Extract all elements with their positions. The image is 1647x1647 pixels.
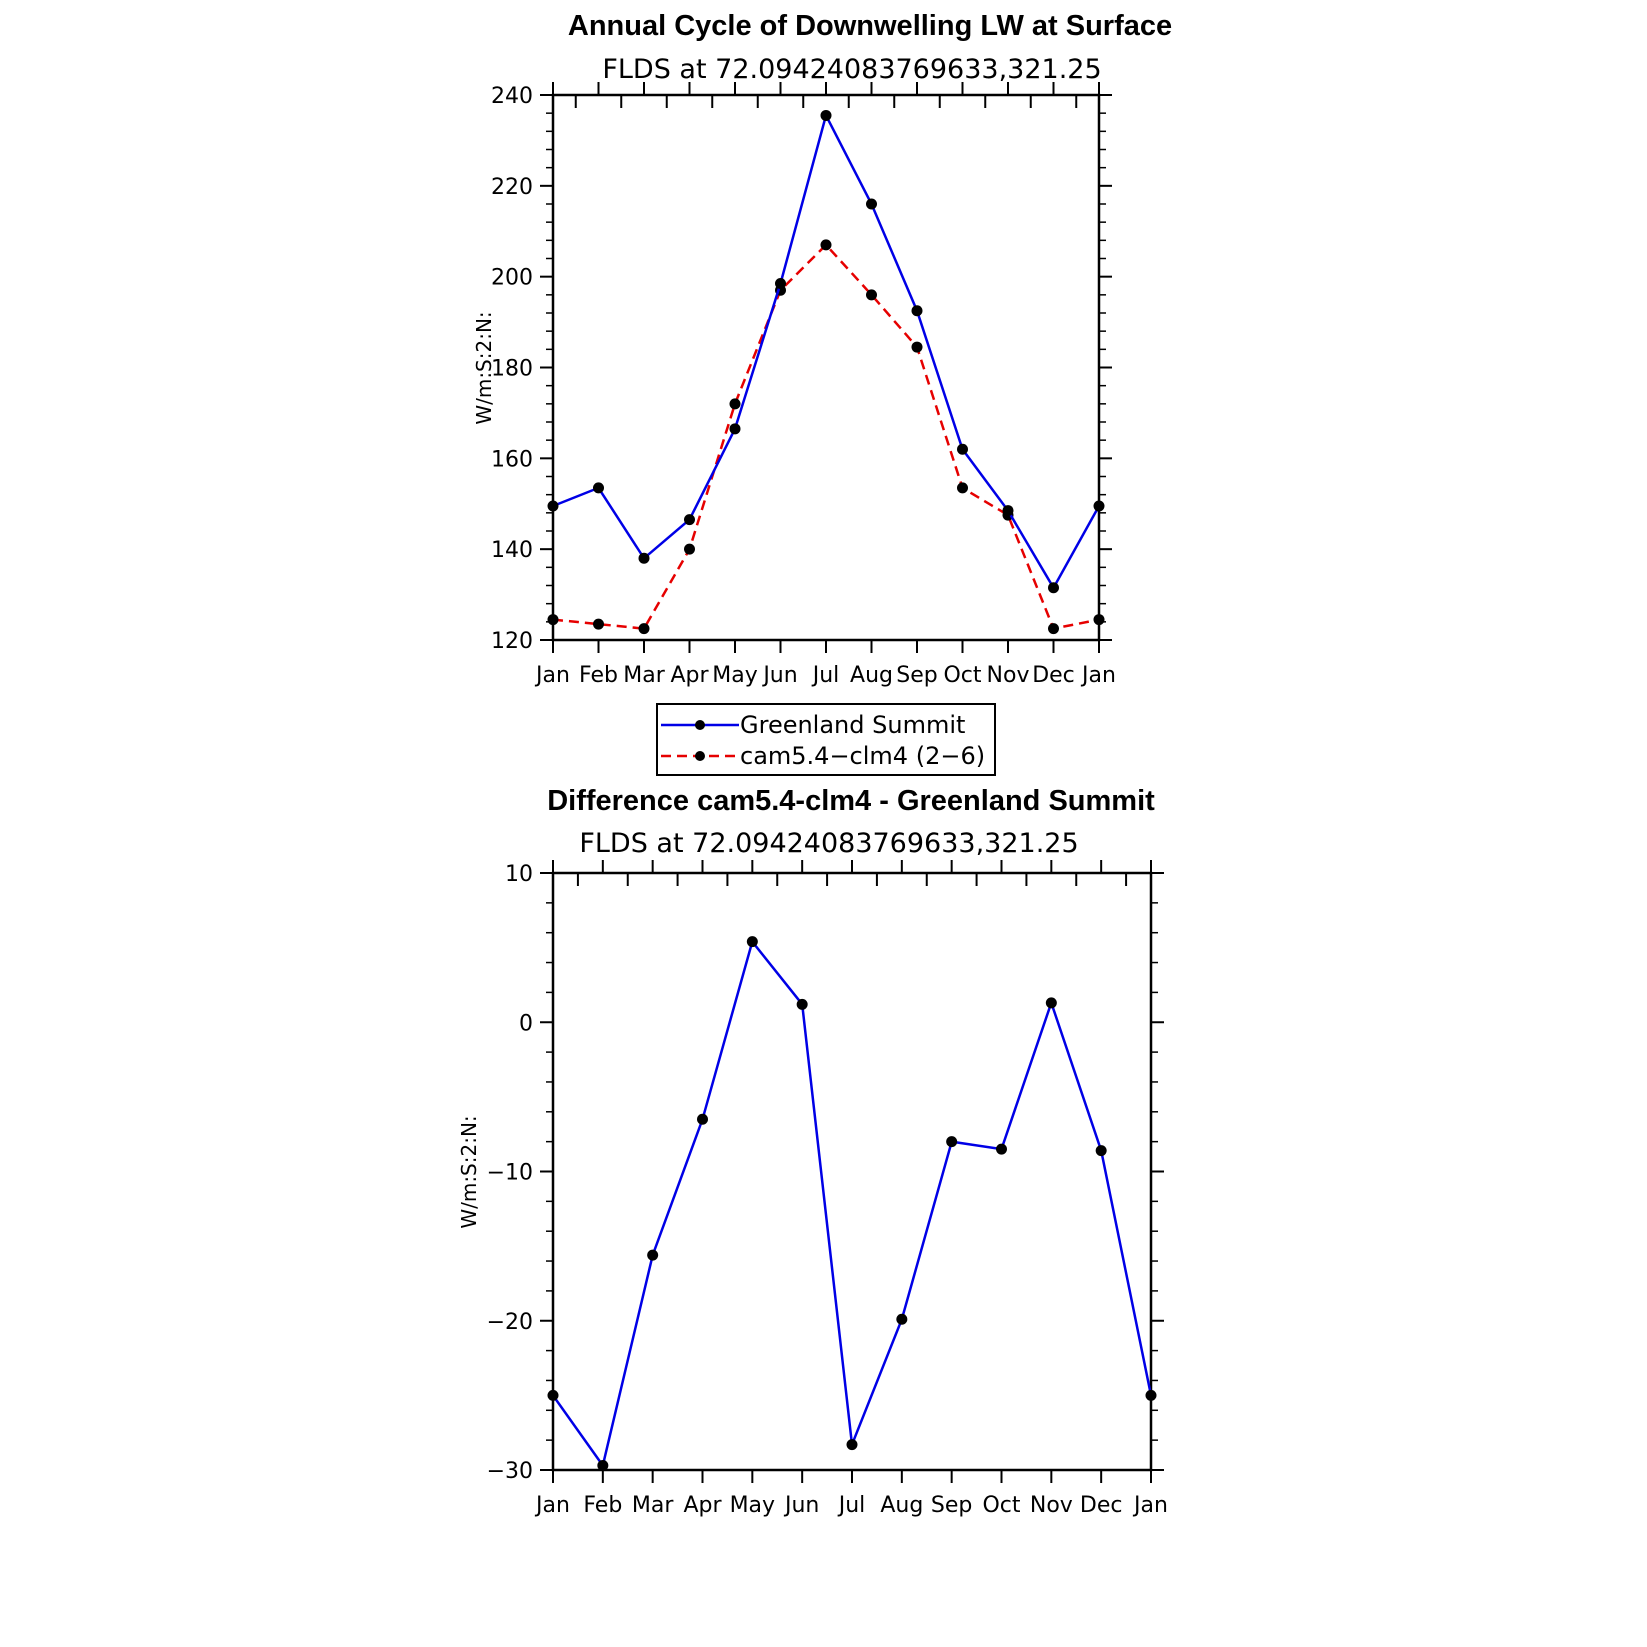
x-tick-label: Jul xyxy=(812,663,840,688)
y-tick-label: 120 xyxy=(491,629,533,654)
data-point-0 xyxy=(684,514,695,525)
x-tick-label: Apr xyxy=(683,1493,722,1518)
data-point-1 xyxy=(548,614,559,625)
data-point-0 xyxy=(639,553,650,564)
data-point-0 xyxy=(896,1314,907,1325)
data-point-0 xyxy=(1046,997,1057,1008)
x-tick-label: Feb xyxy=(579,663,618,688)
data-point-0 xyxy=(647,1250,658,1261)
data-point-1 xyxy=(639,623,650,634)
x-tick-label: Dec xyxy=(1079,1493,1123,1518)
data-point-0 xyxy=(593,482,604,493)
y-tick-label: 160 xyxy=(491,447,533,473)
data-point-0 xyxy=(957,444,968,455)
data-point-1 xyxy=(593,619,604,630)
y-tick-label: −10 xyxy=(486,1160,533,1186)
x-tick-label: Oct xyxy=(982,1493,1021,1518)
chart1-axes xyxy=(491,82,1116,688)
data-point-0 xyxy=(1146,1390,1157,1401)
data-point-0 xyxy=(946,1136,957,1147)
x-tick-label: May xyxy=(729,1493,776,1518)
data-point-0 xyxy=(821,110,832,121)
chart1-subtitle: FLDS at 72.09424083769633,321.25 xyxy=(602,54,1102,85)
x-tick-label: Feb xyxy=(583,1493,623,1518)
legend-label-greenland-summit: Greenland Summit xyxy=(740,711,966,739)
y-tick-label: −30 xyxy=(486,1459,533,1484)
data-point-1 xyxy=(1048,623,1059,634)
x-tick-label: Aug xyxy=(850,663,893,688)
y-tick-label: 0 xyxy=(519,1011,533,1037)
y-tick-label: −20 xyxy=(486,1309,533,1335)
chart1-plot-area xyxy=(548,110,1105,634)
data-point-0 xyxy=(1096,1145,1107,1156)
y-tick-label: 140 xyxy=(491,538,533,564)
data-point-0 xyxy=(1094,501,1105,512)
series-line-1 xyxy=(553,245,1099,629)
data-point-0 xyxy=(747,936,758,947)
data-point-1 xyxy=(957,482,968,493)
data-point-1 xyxy=(912,342,923,353)
x-tick-label: Jan xyxy=(1082,663,1116,688)
data-point-0 xyxy=(797,999,808,1010)
data-point-0 xyxy=(597,1460,608,1471)
data-point-1 xyxy=(730,398,741,409)
y-tick-label: 240 xyxy=(491,84,533,109)
x-tick-label: Sep xyxy=(896,663,938,688)
data-point-0 xyxy=(548,1390,559,1401)
legend-marker-greenland-summit xyxy=(695,720,705,730)
data-point-0 xyxy=(730,423,741,434)
x-tick-label: Dec xyxy=(1032,663,1075,688)
x-tick-label: Jun xyxy=(784,1493,820,1518)
y-tick-label: 200 xyxy=(491,265,533,291)
x-tick-label: Jan xyxy=(536,1493,570,1518)
chart2-subtitle: FLDS at 72.09424083769633,321.25 xyxy=(579,828,1079,859)
x-tick-label: Jul xyxy=(838,1493,866,1518)
legend-marker-cam54-clm4 xyxy=(695,751,705,761)
x-tick-label: Oct xyxy=(943,663,982,688)
chart-difference xyxy=(457,785,1168,1518)
x-tick-label: Jan xyxy=(536,663,570,688)
series-line-0 xyxy=(553,942,1151,1466)
y-tick-label: 220 xyxy=(491,174,533,200)
chart1-ylabel: W/m:S:2:N: xyxy=(472,311,496,425)
x-tick-label: Aug xyxy=(880,1493,924,1518)
x-tick-label: Apr xyxy=(670,663,709,688)
x-tick-label: Jun xyxy=(763,663,798,688)
chart-annual-cycle xyxy=(472,10,1172,775)
x-tick-label: Nov xyxy=(986,663,1030,688)
data-point-0 xyxy=(1048,582,1059,593)
y-tick-label: 180 xyxy=(491,356,533,382)
data-point-0 xyxy=(912,305,923,316)
y-tick-label: 10 xyxy=(505,862,533,887)
data-point-0 xyxy=(775,278,786,289)
data-point-1 xyxy=(684,544,695,555)
chart2-plot-area xyxy=(548,936,1157,1471)
x-tick-label: Mar xyxy=(631,1493,674,1518)
chart2-ylabel: W/m:S:2:N: xyxy=(457,1115,481,1229)
chart2-title: Difference cam5.4-clm4 - Greenland Summit xyxy=(547,785,1155,817)
data-point-0 xyxy=(1003,505,1014,516)
data-point-1 xyxy=(1094,614,1105,625)
data-point-0 xyxy=(697,1114,708,1125)
series-line-0 xyxy=(553,115,1099,587)
x-tick-label: Nov xyxy=(1029,1493,1073,1518)
data-point-0 xyxy=(866,199,877,210)
chart1-title: Annual Cycle of Downwelling LW at Surface xyxy=(567,10,1173,42)
data-point-0 xyxy=(548,501,559,512)
x-tick-label: Sep xyxy=(930,1493,973,1518)
legend-label-cam54-clm4: cam5.4−clm4 (2−6) xyxy=(740,742,986,770)
x-tick-label: Mar xyxy=(623,663,665,688)
chart2-frame xyxy=(553,873,1151,1470)
data-point-1 xyxy=(866,289,877,300)
legend xyxy=(657,704,995,775)
chart1-frame xyxy=(553,95,1099,640)
data-point-0 xyxy=(996,1144,1007,1155)
data-point-1 xyxy=(821,239,832,250)
data-point-0 xyxy=(847,1439,858,1450)
x-tick-label: Jan xyxy=(1134,1493,1168,1518)
chart2-axes xyxy=(487,860,1168,1518)
x-tick-label: May xyxy=(712,663,758,688)
